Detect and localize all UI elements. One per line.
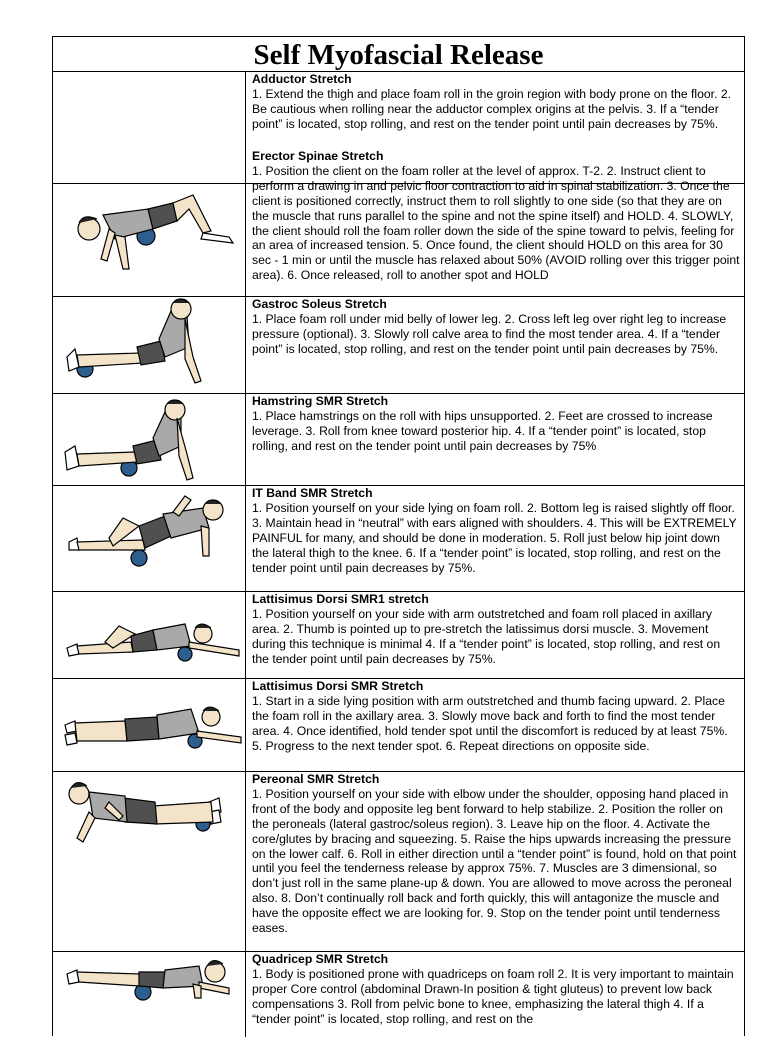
exercise-text <box>252 149 740 283</box>
exercise-text <box>252 486 740 575</box>
exercise-description: 1. Extend the thigh and place foam roll in the groin region with body prone on the floor. 2. Be cautious when rolling near the adductor complex origins at the pelvis. 3. If a “tender point” is located, stop rolling, and rest on the tender point until pain decreases by 75%. <box>252 86 732 131</box>
illustration-cell <box>53 679 246 771</box>
exercise-title: Quadricep SMR Stretch <box>252 952 389 966</box>
exercise-title: Adductor Stretch <box>252 72 352 86</box>
person-side-lying-it-band-roller-illustration <box>53 486 245 591</box>
exercise-row-peroneal <box>53 772 744 952</box>
person-prone-quadricep-roller-illustration <box>53 952 245 1037</box>
exercise-text <box>252 952 740 1027</box>
exercise-row-erector-spinae <box>53 149 744 297</box>
exercise-description: 1. Position yourself on your side lying on foam roll. 2. Bottom leg is raised slightly off floor. 3. Maintain head in “neutral” with ears aligned with shoulders. 4. This will be EXTREMELY PAINFUL for many, and should be done in moderation. 5. Roll just below hip joint down the lateral thigh to the knee. 6. If a “tender point” is located, stop rolling, and rest on the tender point until pain decreases by 75%. <box>252 500 737 575</box>
person-foam-roller-upper-back-illustration <box>53 149 245 296</box>
person-side-lying-lat-roller-illustration <box>53 679 245 771</box>
document-page <box>52 36 745 1036</box>
exercise-row-hamstring <box>53 394 744 486</box>
exercise-row-gastroc-soleus <box>53 297 744 394</box>
exercise-text <box>252 72 740 132</box>
exercise-description: 1. Body is positioned prone with quadriceps on foam roll 2. It is very important to maintain proper Core control (abdominal Drawn-In position & tight gluteus) to prevent low back compensations 3. Roll from pelvic bone to knee, emphasizing the lateral thigh 4. If a “tender point” is located, stop rolling, and rest on the <box>252 966 734 1026</box>
exercise-description: 1. Position the client on the foam roller at the level of approx. T-2. 2. Instruct client to perform a drawing in and pelvic floor contraction to aid in spinal stabilization. 3. Once the client is positioned correctly, instruct them to roll slightly to one side (so that they are on the muscle that runs parallel to the spine and not the spine itself) and HOLD. 4. SLOWLY, the client should roll the foam roller down the side of the spine toward to pelvis, feeling for an area of increased tension. 5. Once found, the client should HOLD on this area for 30 sec - 1 min or until the muscle has relaxed about 50% (AVOID rolling over this trigger point area). 6. Once released, roll to another spot and HOLD <box>252 163 740 283</box>
illustration-cell <box>53 592 246 678</box>
exercise-row-latissimus-1 <box>53 592 744 679</box>
illustration-cell <box>53 772 246 951</box>
exercise-description: 1. Position yourself on your side with elbow under the shoulder, opposing hand placed in front of the body and opposite leg bent forward to help stabilize. 2. Position the roller on the peroneals (lateral gastroc/soleus region). 3. Leave hip on the floor. 4. Activate the core/glutes by bracing and squeezing. 5. Raise the hips upwards increasing the pressure on the lower calf. 6. Roll in either direction until a “tender point” is found, hold on that point until you feel the tenderness release by approx 75%. 7. Muscles are 3 dimensional, so don’t just roll in the same plane-up & down. You are allowed to move across the peroneal also. 8. Don’t continually roll back and forth quickly, this will antagonize the muscle and have the opposite effect we are looking for. 9. Stop on the tender point until tenderness eases. <box>252 786 737 936</box>
person-seated-hamstring-roller-illustration <box>53 394 245 485</box>
exercise-text <box>252 772 740 936</box>
person-side-plank-peroneal-roller-illustration <box>53 772 245 951</box>
illustration-cell <box>53 149 246 296</box>
exercise-description: 1. Start in a side lying position with arm outstretched and thumb facing upward. 2. Place the foam roll in the axillary area. 3. Slowly move back and forth to find the most tender area. 4. Once identified, hold tender spot until the discomfort is reduced by at least 75%. 5. Progress to the next tender spot. 6. Repeat directions on opposite side. <box>252 693 728 753</box>
exercise-text <box>252 297 740 357</box>
exercise-row-quadricep <box>53 952 744 1037</box>
exercise-text <box>252 679 740 754</box>
exercise-title: Pereonal SMR Stretch <box>252 772 380 786</box>
exercise-title: Hamstring SMR Stretch <box>252 394 389 408</box>
illustration-cell <box>53 394 246 485</box>
person-seated-calf-roller-illustration <box>53 297 245 393</box>
exercise-title: Lattisimus Dorsi SMR1 stretch <box>252 592 429 606</box>
illustration-cell <box>53 486 246 591</box>
exercise-description: 1. Place foam roll under mid belly of lower leg. 2. Cross left leg over right leg to increase pressure (optional). 3. Slowly roll calve area to find the most tender area. 4. If a “tender point” is located, stop rolling, and rest on the tender point until pain decreases by 75%. <box>252 311 727 356</box>
exercise-title: Lattisimus Dorsi SMR Stretch <box>252 679 424 693</box>
page-title: Self Myofascial Release <box>53 37 744 72</box>
person-side-lying-lat-roller-illustration <box>53 592 245 678</box>
exercise-text <box>252 394 740 454</box>
exercise-title: IT Band SMR Stretch <box>252 486 373 500</box>
illustration-cell <box>53 952 246 1037</box>
exercise-description: 1. Position yourself on your side with arm outstretched and foam roll placed in axillary area. 2. Thumb is pointed up to pre-stretch the latissimus dorsi muscle. 3. Movement during this technique is minimal 4. If a “tender point” is located, stop rolling, and rest on the tender point until pain decreases by 75%. <box>252 606 721 666</box>
exercise-row-it-band <box>53 486 744 592</box>
exercise-text <box>252 592 740 667</box>
illustration-cell <box>53 297 246 393</box>
exercise-title: Gastroc Soleus Stretch <box>252 297 387 311</box>
exercise-row-latissimus-2 <box>53 679 744 772</box>
exercise-title: Erector Spinae Stretch <box>252 149 384 163</box>
exercise-description: 1. Place hamstrings on the roll with hips unsupported. 2. Feet are crossed to increase leverage. 3. Roll from knee toward posterior hip. 4. If a “tender point” is located, stop rolling, and rest on the tender point until pain decreases by 75% <box>252 408 713 453</box>
